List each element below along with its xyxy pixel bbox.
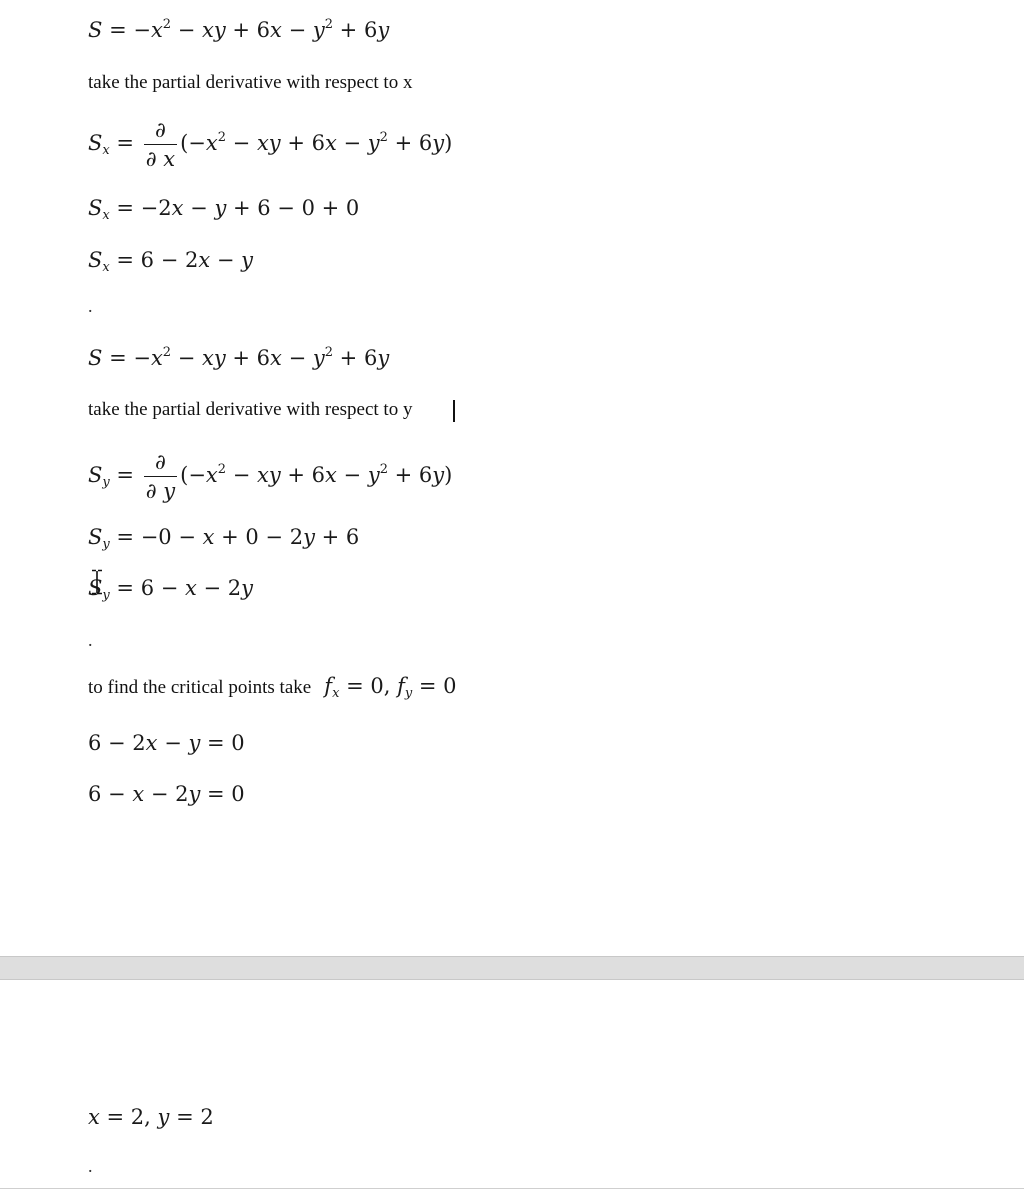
bottom-rule bbox=[0, 1188, 1024, 1189]
step-partial-x-derivative: $S_x = -2x - y + 6 - 0 + 0$ bbox=[88, 196, 360, 223]
result-partial-y: $S_y = 6 - x - 2y$ bbox=[88, 576, 254, 603]
equation-S-1: $S = -x^2$ − xy + $6x - y^2 + 6y$ bbox=[88, 17, 390, 42]
system-equation-1: 6 − 2x − y = 0 bbox=[88, 731, 245, 755]
text-cursor-icon bbox=[91, 569, 103, 595]
text-caret bbox=[453, 400, 455, 422]
step-partial-y-setup: $S_y$ = $\frac{\partial}{\partial y}$ ($-x^2$ − xy + $6x - y^2 + 6y$) bbox=[88, 450, 453, 504]
separator-dot-2: . bbox=[88, 630, 93, 650]
instruction-partial-x: take the partial derivative with respect to x bbox=[88, 72, 413, 93]
system-equation-2: 6 − x − 2y = 0 bbox=[88, 782, 245, 806]
step-partial-x-setup: $S_x$ = $\frac{\partial}{\partial x}$ ($-x^2$ − xy + $6x - y^2 + 6y$) bbox=[88, 118, 453, 172]
step-partial-y-derivative: $S_y = -0 - x + 0 - 2y + 6$ bbox=[88, 525, 360, 552]
critical-points-condition: $f_x = 0$, $f_y = 0$ bbox=[324, 674, 457, 701]
equation-S-2: $S = -x^2$ − xy + $6x - y^2 + 6y$ bbox=[88, 345, 390, 370]
separator-dot-1: . bbox=[88, 296, 93, 316]
partial-y-fraction: $\frac{\partial}{\partial y}$ bbox=[145, 450, 176, 504]
solution: x = 2, y = 2 bbox=[88, 1105, 214, 1129]
critical-points-instruction: to find the critical points take bbox=[88, 677, 312, 698]
result-partial-x: $S_x = 6 - 2x - y$ bbox=[88, 248, 254, 275]
separator-dot-3: . bbox=[88, 1156, 93, 1176]
partial-x-fraction: $\frac{\partial}{\partial x}$ bbox=[145, 118, 176, 172]
page-separator bbox=[0, 956, 1024, 980]
critical-points-line bbox=[88, 674, 457, 699]
instruction-partial-y[interactable]: take the partial derivative with respect to y bbox=[88, 399, 413, 420]
